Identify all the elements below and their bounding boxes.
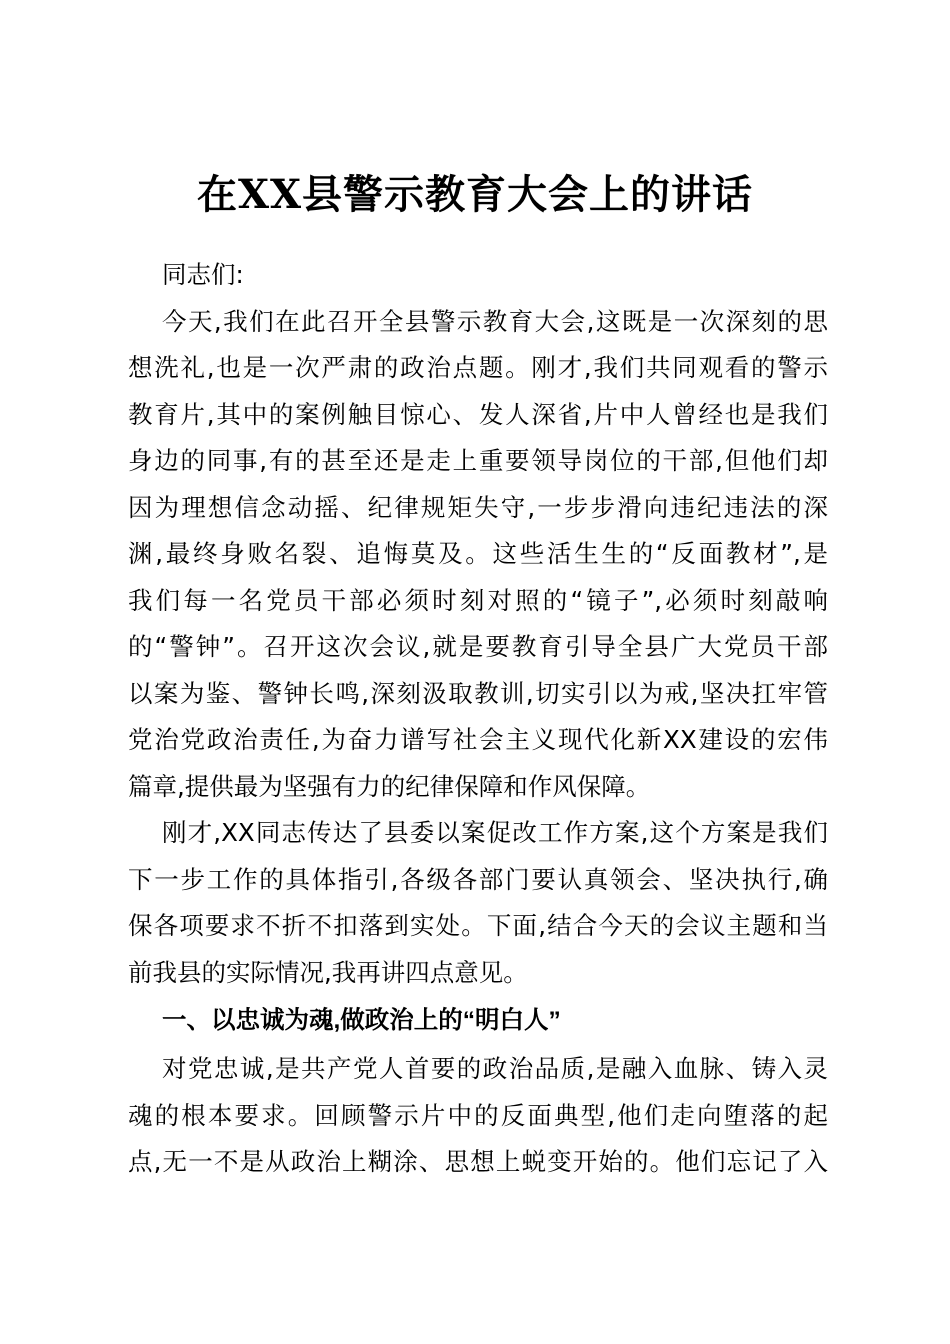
paragraph-line: 魂的根本要求。回顾警示片中的反面典型,他们走向堕落的起 xyxy=(128,1100,828,1130)
paragraph-line: 渊,最终身败名裂、追悔莫及。这些活生生的“反面教材”,是 xyxy=(128,539,828,568)
paragraph-line: 前我县的实际情况,我再讲四点意见。 xyxy=(128,957,528,987)
paragraph-line: 刚才,XX同志传达了县委以案促改工作方案,这个方案是我们 xyxy=(162,818,828,847)
paragraph-line: 今天,我们在此召开全县警示教育大会,这既是一次深刻的思 xyxy=(162,306,828,336)
paragraph-line: 对党忠诚,是共产党人首要的政治品质,是融入血脉、铸入灵 xyxy=(162,1054,828,1083)
paragraph-line: 点,无一不是从政治上糊涂、思想上蜕变开始的。他们忘记了入 xyxy=(128,1147,828,1176)
paragraph-opening xyxy=(128,299,828,811)
paragraph-line: 身边的同事,有的甚至还是走上重要领导岗位的干部,但他们却 xyxy=(128,446,828,475)
paragraph-line: 以案为鉴、警钟长鸣,深刻汲取教训,切实引以为戒,坚决扛牢管 xyxy=(128,678,828,708)
paragraph-line: 教育片,其中的案例触目惊心、发人深省,片中人曾经也是我们 xyxy=(128,399,828,429)
paragraph-line: 我们每一名党员干部必须时刻对照的“镜子”,必须时刻敲响 xyxy=(128,585,828,615)
document-title: 在XX县警示教育大会上的讲话 xyxy=(196,171,754,218)
salutation: 同志们: xyxy=(162,260,244,289)
paragraph-loyalty xyxy=(128,1046,828,1186)
paragraph-line: 篇章,提供最为坚强有力的纪律保障和作风保障。 xyxy=(128,771,651,801)
paragraph-plan xyxy=(128,810,828,996)
section-heading-1: 一、以忠诚为魂,做政治上的“明白人” xyxy=(162,1007,561,1034)
document-body xyxy=(128,252,828,1186)
paragraph-line: 保各项要求不折不扣落到实处。下面,结合今天的会议主题和当 xyxy=(128,911,828,940)
paragraph-line: 的“警钟”。召开这次会议,就是要教育引导全县广大党员干部 xyxy=(128,632,828,661)
paragraph-line: 想洗礼,也是一次严肃的政治点题。刚才,我们共同观看的警示 xyxy=(128,353,828,382)
paragraph-line: 党治党政治责任,为奋力谱写社会主义现代化新XX建设的宏伟 xyxy=(128,725,828,754)
paragraph-line: 下一步工作的具体指引,各级各部门要认真领会、坚决执行,确 xyxy=(128,864,828,894)
paragraph-line: 因为理想信念动摇、纪律规矩失守,一步步滑向违纪违法的深 xyxy=(128,492,828,522)
